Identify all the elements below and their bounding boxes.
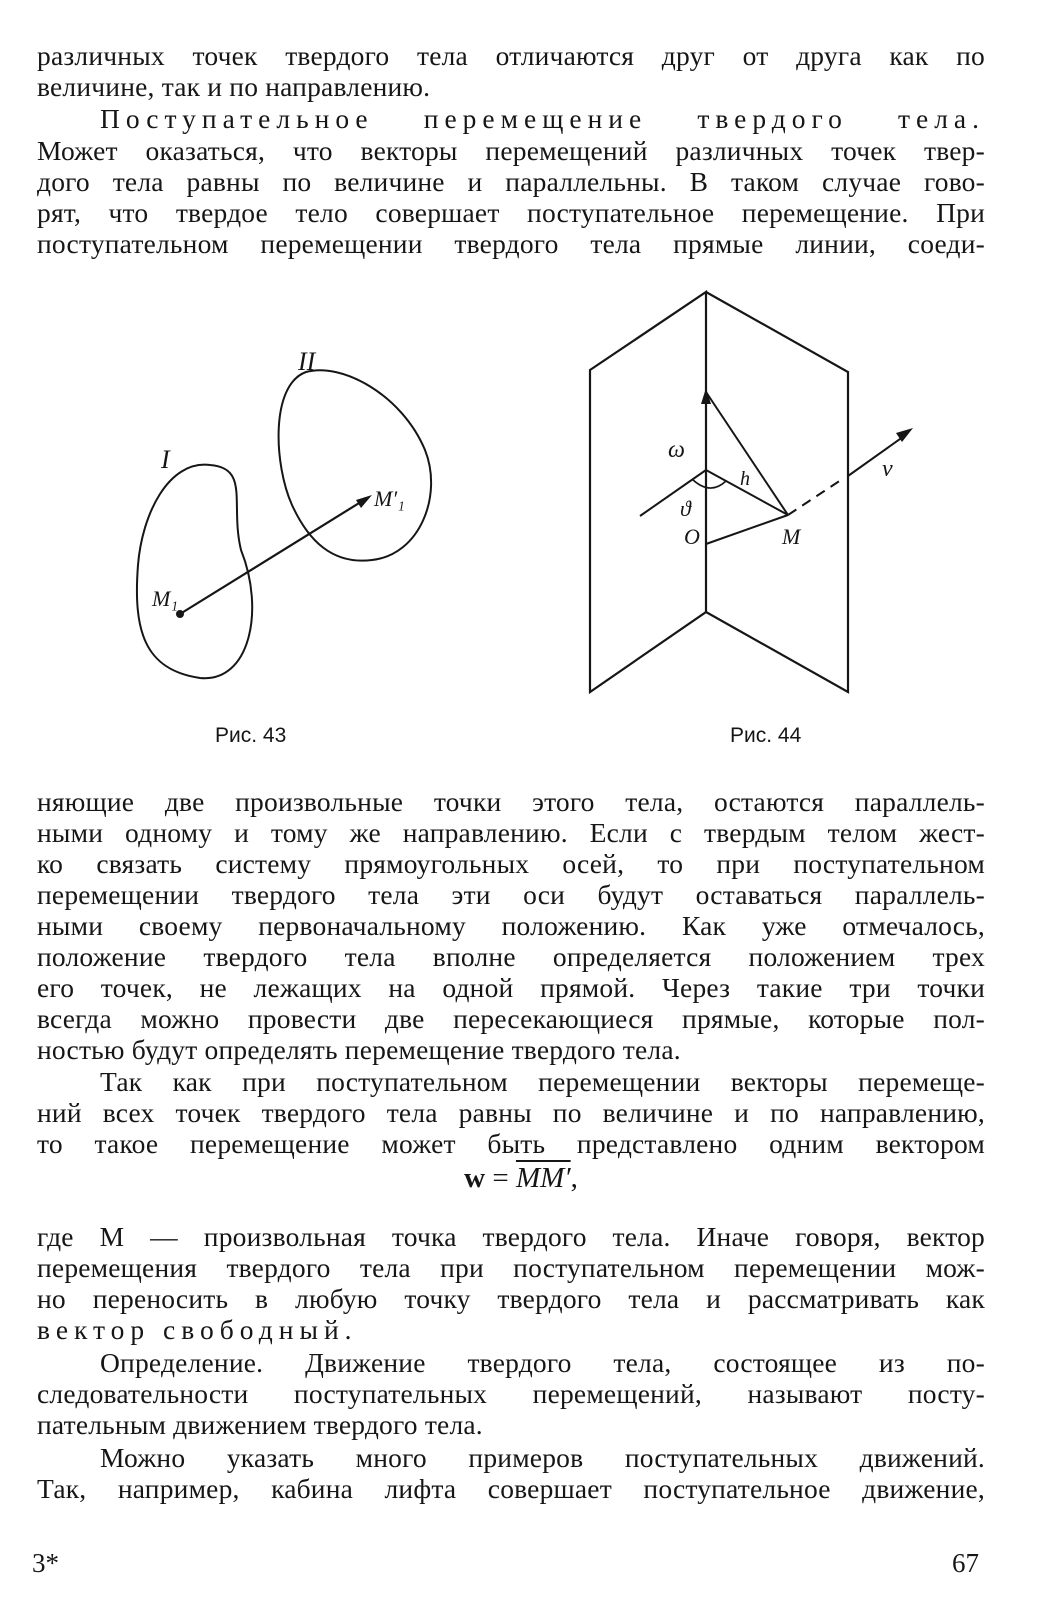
- formula-w: [0, 1162, 1042, 1195]
- label-M1-prime: M′₁: [374, 486, 405, 511]
- oblique-line: [640, 470, 706, 516]
- text-line: ными одному и тому же направлению. Если с твердым телом жест-: [37, 817, 985, 848]
- text-line: Можно указать много примеров поступательных движений.: [100, 1442, 985, 1473]
- displacement-vector: [180, 500, 364, 614]
- body-II-contour: [279, 370, 432, 560]
- label-v: v: [882, 456, 893, 482]
- point-M1: [176, 610, 184, 618]
- text-line: ными своему первоначальному положению. Как уже отмечалось,: [37, 910, 985, 941]
- label-h: h: [740, 468, 750, 490]
- segment-top: [706, 392, 788, 515]
- vector-arrowhead: [356, 495, 372, 508]
- figure-44: [580, 282, 940, 707]
- label-I: I: [161, 445, 170, 474]
- formula-MM-prime: MM′: [515, 1162, 571, 1194]
- perpendicular-O: [706, 515, 788, 544]
- left-half-plane: [590, 292, 706, 692]
- text-line: где М — произвольная точка твердого тела. Иначе говоря, вектор: [37, 1221, 985, 1252]
- text-line: всегда можно провести две пересекающиеся прямые, которые пол-: [37, 1003, 985, 1034]
- velocity-dashed: [788, 478, 844, 515]
- formula-comma: ,: [570, 1162, 578, 1194]
- formula-vector-w: w: [464, 1162, 486, 1194]
- text-line: его точек, не лежащих на одной прямой. Через такие три точки: [37, 972, 985, 1003]
- body-I-contour: [137, 465, 252, 679]
- text-line: Может оказаться, что векторы перемещений различных точек твер-: [37, 135, 985, 166]
- angle-theta-arc: [692, 479, 726, 488]
- label-omega: ω: [668, 437, 685, 463]
- formula-equals: =: [485, 1162, 516, 1194]
- right-half-plane: [706, 292, 848, 692]
- text-line: ко связать систему прямоугольных осей, то при поступательном: [37, 848, 985, 879]
- text-line: поступательном перемещении твердого тела прямые линии, соеди-: [37, 228, 985, 259]
- text-line: но переносить в любую точку твердого тела и рассматривать как: [37, 1283, 985, 1314]
- signature-mark: 3*: [32, 1548, 59, 1578]
- label-M: M: [782, 524, 801, 549]
- label-O: O: [684, 524, 700, 549]
- text-line: то такое перемещение может быть представлено одним вектором: [37, 1128, 985, 1159]
- text-line: перемещении твердого тела эти оси будут оставаться параллель-: [37, 879, 985, 910]
- text-line: дого тела равны по величине и параллельны. В таком случае гово-: [37, 166, 985, 197]
- label-II: II: [298, 347, 316, 376]
- text-line: рят, что твердое тело совершает поступательное перемещение. При: [37, 197, 985, 228]
- text-line: величине, так и по направлению.: [37, 71, 431, 102]
- label-theta: ϑ: [680, 496, 691, 521]
- text-line: Так, например, кабина лифта совершает поступательное движение,: [37, 1473, 985, 1504]
- text-line: Так как при поступательном перемещении векторы перемеще-: [100, 1066, 985, 1097]
- text-line: ностью будут определять перемещение твердого тела.: [37, 1034, 681, 1065]
- text-line: ний всех точек твердого тела равны по величине и по направлению,: [37, 1097, 985, 1128]
- figure-43: [110, 340, 470, 720]
- text-line: положение твердого тела вполне определяется положением трех: [37, 941, 985, 972]
- definition-line: Определение. Движение твердого тела, состоящее из по-: [100, 1347, 985, 1378]
- label-M1: M₁: [152, 586, 178, 611]
- text-line: вектор свободный.: [37, 1314, 358, 1345]
- text-line: следовательности поступательных перемещений, называют посту-: [37, 1378, 985, 1409]
- velocity-vector: [848, 434, 907, 476]
- text-line: различных точек твердого тела отличаются друг от друга как по: [37, 40, 985, 71]
- caption-fig-44: Рис. 44: [730, 724, 802, 747]
- text-line: няющие две произвольные точки этого тела, остаются параллель-: [37, 786, 985, 817]
- text-line: перемещения твердого тела при поступательном перемещении мож-: [37, 1252, 985, 1283]
- text-line: пательным движением твердого тела.: [37, 1409, 483, 1440]
- section-heading: Поступательное перемещение твердого тела.: [100, 103, 985, 134]
- caption-fig-43: Рис. 43: [215, 724, 287, 747]
- page-number: 67: [952, 1548, 979, 1578]
